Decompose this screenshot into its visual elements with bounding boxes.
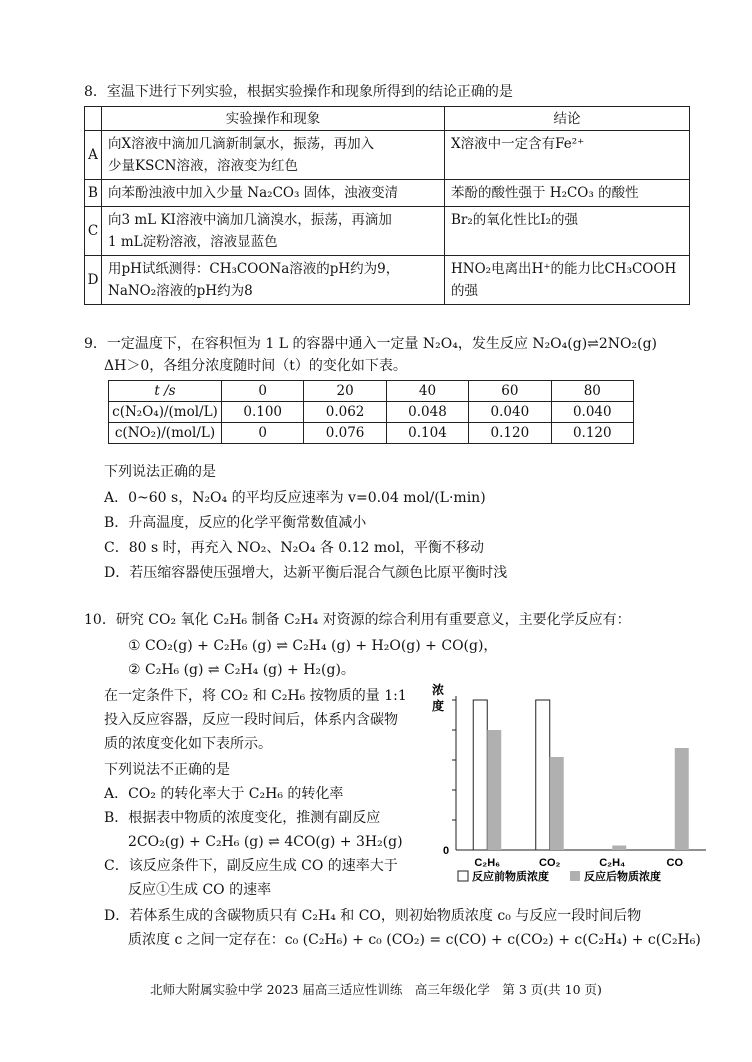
q10-body-line1: 在一定条件下，将 CO₂ 和 C₂H₆ 按物质的量 1:1	[104, 688, 407, 704]
q8-row-label: C	[85, 207, 102, 256]
q9-row-label: c(NO₂)/(mol/L)	[109, 423, 222, 444]
chart-bar	[612, 846, 626, 851]
q9-option-d: D．若压缩容器使压强增大，达新平衡后混合气颜色比原平衡时浅	[104, 565, 508, 581]
q10-option-c-line1: C．该反应条件下，副反应生成 CO 的速率大于	[104, 858, 398, 874]
q8-conclusion: HNO₂电离出H⁺的能力比CH₃COOH	[451, 261, 677, 277]
q10-body-line3: 质的浓度变化如下表所示。	[104, 736, 272, 752]
chart-bar	[675, 748, 689, 850]
chart-x-tick-label: CO	[666, 857, 683, 869]
q10-option-b-line1: B．根据表中物质的浓度变化，推测有副反应	[104, 810, 381, 826]
chart-legend-swatch	[458, 871, 468, 881]
chart-bar	[473, 700, 487, 850]
chart-legend-swatch	[570, 871, 580, 881]
q9-cell: 0.076	[304, 423, 386, 444]
q9-ask: 下列说法正确的是	[104, 464, 216, 480]
q8-conclusion: X溶液中一定含有Fe²⁺	[451, 136, 585, 152]
q9-header-cell: 0	[222, 381, 304, 402]
q8-row-b	[85, 180, 690, 207]
q8-conclusion: Br₂的氧化性比I₂的强	[451, 212, 579, 228]
q8-row-label: A	[85, 131, 102, 180]
q10-reaction-2: ② C₂H₆ (g) ⇌ C₂H₄ (g) + H₂(g)。	[128, 662, 355, 678]
q8-table	[84, 106, 690, 305]
q9-header-cell: 80	[551, 381, 633, 402]
q9-cell: 0.040	[551, 402, 633, 423]
q8-conclusion-line2: 的强	[451, 283, 478, 299]
q8-op-line1: 向苯酚浊液中加入少量 Na₂CO₃ 固体，浊液变清	[108, 185, 399, 201]
q8-op-line1: 用pH试纸测得：CH₃COONa溶液的pH约为9，	[108, 261, 400, 277]
q8-row-label: D	[85, 256, 102, 305]
q8-row-d	[85, 256, 690, 305]
page-footer: 北师大附属实验中学 2023 届高三适应性训练 高三年级化学 第 3 页(共 10 页)	[150, 982, 602, 997]
q9-header-cell: 20	[304, 381, 386, 402]
chart-bar	[550, 757, 564, 850]
q8-stem: 8．室温下进行下列实验，根据实验操作和现象所得到的结论正确的是	[84, 84, 513, 100]
q9-header-cell: t /s	[109, 381, 222, 402]
chart-x-tick-label: CO₂	[539, 857, 561, 869]
q10-option-a: A．CO₂ 的转化率大于 C₂H₆ 的转化率	[104, 786, 344, 802]
chart-bar	[487, 730, 501, 850]
chart-legend-label: 反应后物质浓度	[584, 871, 661, 883]
q8-conclusion: 苯酚的酸性强于 H₂CO₃ 的酸性	[451, 185, 639, 201]
chart-ylabel-char1: 浓	[432, 683, 445, 697]
chart-x-tick-label: C₂H₆	[474, 857, 501, 869]
q9-cell: 0.120	[469, 423, 551, 444]
q9-table	[108, 380, 634, 444]
q9-cell: 0	[222, 423, 304, 444]
q10-option-b-line2: 2CO₂(g) + C₂H₆ (g) ⇌ 4CO(g) + 3H₂(g)	[128, 834, 403, 850]
q8-row-c	[85, 207, 690, 256]
q8-header-blank	[85, 107, 102, 131]
q9-stem-line2: ΔH＞0，各组分浓度随时间（t）的变化如下表。	[104, 358, 407, 374]
chart-plot-area	[452, 696, 706, 883]
q8-header-conclusion: 结论	[445, 107, 690, 131]
q10-ask: 下列说法不正确的是	[104, 762, 230, 778]
q8-op-line2: 少量KSCN溶液，溶液变为红色	[108, 158, 298, 174]
chart-ylabel-char2: 度	[432, 699, 445, 713]
q10-option-c-line2: 反应①生成 CO 的速率	[128, 882, 272, 898]
q10-body-line2: 投入反应容器，反应一段时间后，体系内含碳物	[104, 712, 398, 728]
q9-option-a: A．0~60 s，N₂O₄ 的平均反应速率为 v=0.04 mol/(L·min)	[104, 490, 486, 506]
q9-cell: 0.104	[386, 423, 468, 444]
q9-stem-line1: 9．一定温度下，在容积恒为 1 L 的容器中通入一定量 N₂O₄，发生反应 N₂O₄(g)⇌2NO₂(g)	[84, 336, 658, 352]
q8-header-op: 实验操作和现象	[102, 107, 445, 131]
q9-cell: 0.100	[222, 402, 304, 423]
q9-cell: 0.040	[469, 402, 551, 423]
q8-row-label: B	[85, 180, 102, 207]
chart-origin-label: 0	[443, 845, 450, 857]
q8-op-line2: 1 mL淀粉溶液，溶液显蓝色	[108, 234, 278, 250]
q9-cell: 0.048	[386, 402, 468, 423]
chart-bar	[536, 700, 550, 850]
q10-option-d-line2: 质浓度 c 之间一定存在：c₀ (C₂H₆) + c₀ (CO₂) = c(CO) + c(CO₂) + c(C₂H₄) + c(C₂H₆)	[128, 932, 701, 948]
chart-x-tick-label: C₂H₄	[599, 857, 626, 869]
q9-header-cell: 40	[386, 381, 468, 402]
q9-row-label: c(N₂O₄)/(mol/L)	[109, 402, 222, 423]
q8-op-line1: 向3 mL KI溶液中滴加几滴溴水，振荡，再滴加	[108, 212, 392, 228]
q9-option-c: C．80 s 时，再充入 NO₂、N₂O₄ 各 0.12 mol，平衡不移动	[104, 540, 485, 556]
q9-cell: 0.120	[551, 423, 633, 444]
chart-legend-label: 反应前物质浓度	[472, 871, 549, 883]
q10-stem: 10．研究 CO₂ 氧化 C₂H₆ 制备 C₂H₄ 对资源的综合利用有重要意义，主要化学反应有：	[84, 612, 631, 628]
q10-option-d-line1: D．若体系生成的含碳物质只有 C₂H₄ 和 CO，则初始物质浓度 c₀ 与反应一段时间后物	[104, 908, 642, 924]
q9-option-b: B．升高温度，反应的化学平衡常数值减小	[104, 515, 367, 531]
q10-reaction-1: ① CO₂(g) + C₂H₆ (g) ⇌ C₂H₄ (g) + H₂O(g) + CO(g)，	[128, 638, 498, 654]
q9-header-cell: 60	[469, 381, 551, 402]
q8-op-line2: NaNO₂溶液的pH约为8	[108, 283, 253, 299]
q9-cell: 0.062	[304, 402, 386, 423]
q8-op-line1: 向X溶液中滴加几滴新制氯水，振荡，再加入	[108, 136, 375, 152]
q8-row-a	[85, 131, 690, 180]
concentration-bar-chart	[428, 680, 718, 890]
